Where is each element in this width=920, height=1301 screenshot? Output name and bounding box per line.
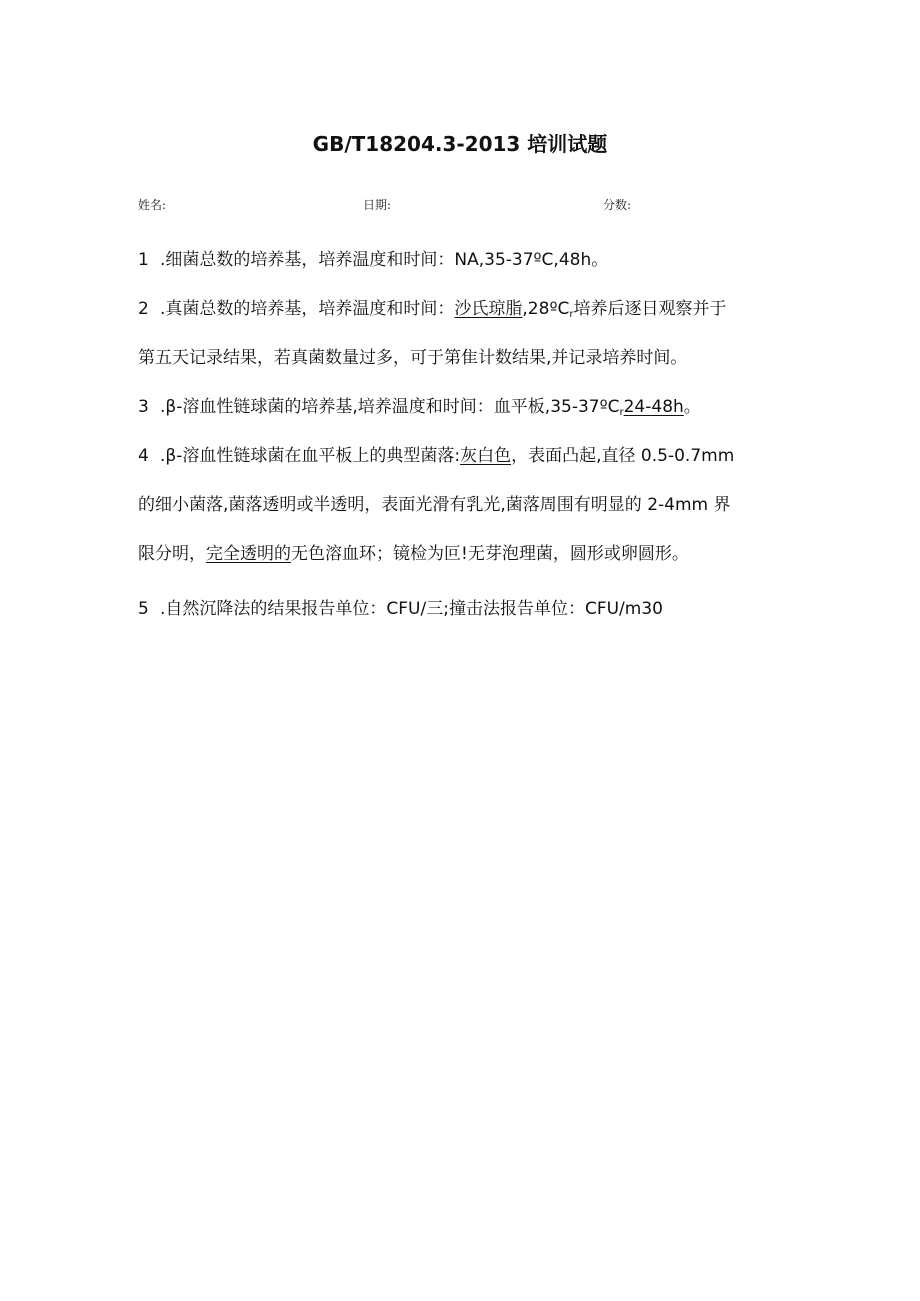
question-1-text: .细菌总数的培养基，培养温度和时间：NA,35-37ºC,48h。: [160, 250, 609, 270]
question-1-number: 1: [138, 250, 149, 270]
name-label: 姓名:: [138, 198, 167, 212]
question-4-text-a: .β-溶血性链球菌在血平板上的典型菌落:: [160, 446, 461, 466]
question-4-text-c: 的细小菌落,菌落透明或半透明，表面光滑有乳光,菌落周围有明显的 2-4mm 界: [138, 495, 731, 515]
question-2-text-c: 培养后逐日观察并于: [573, 299, 727, 319]
question-4-line-3: [138, 542, 689, 566]
question-4-number: 4: [138, 446, 149, 466]
question-2-number: 2: [138, 299, 149, 319]
question-2-line-1: [138, 297, 726, 327]
header-fields: [138, 196, 838, 216]
question-3-subscript: r: [619, 407, 624, 418]
question-5-text: .自然沉降法的结果报告单位：CFU∕三;撞击法报告单位：CFU∕m30: [160, 599, 663, 619]
question-2-subscript: r: [569, 309, 574, 320]
question-4-text-b: ，表面凸起,直径 0.5-0.7mm: [511, 446, 735, 466]
question-5-line-1: [138, 597, 663, 621]
question-4-text-e: 无色溶血环；镜检为叵!无芽泡理菌，圆形或卵圆形。: [291, 544, 689, 564]
question-2-text-d: 第五天记录结果，若真菌数量过多，可于第隹计数结果,并记录培养时间。: [138, 348, 688, 368]
question-3-line-1: [138, 395, 701, 425]
question-3-text-b: 。: [683, 397, 701, 417]
question-4-line-2: [138, 493, 731, 517]
date-label: 日期:: [363, 198, 392, 212]
question-3-number: 3: [138, 397, 149, 417]
question-2-text-a: .真菌总数的培养基，培养温度和时间：: [160, 299, 455, 319]
score-label: 分数:: [603, 198, 632, 212]
question-2-text-b: ,28ºC: [522, 299, 570, 319]
question-1-line-1: [138, 248, 608, 272]
question-2-answer-medium: 沙氏琼脂: [454, 299, 523, 319]
question-2-line-2: [138, 346, 687, 370]
question-4-text-d: 限分明，: [138, 544, 206, 564]
page-title: GB/T18204.3-2013 培训试题: [312, 132, 608, 156]
question-5-number: 5: [138, 599, 149, 619]
question-4-answer-color: 灰白色: [460, 446, 512, 466]
question-3-answer-time: 24-48h: [623, 397, 684, 417]
question-3-text-a: .β-溶血性链球菌的培养基,培养温度和时间：血平板,35-37ºC: [160, 397, 620, 417]
question-4-answer-hemolysis: 完全透明的: [206, 544, 291, 564]
question-4-line-1: [138, 444, 734, 468]
